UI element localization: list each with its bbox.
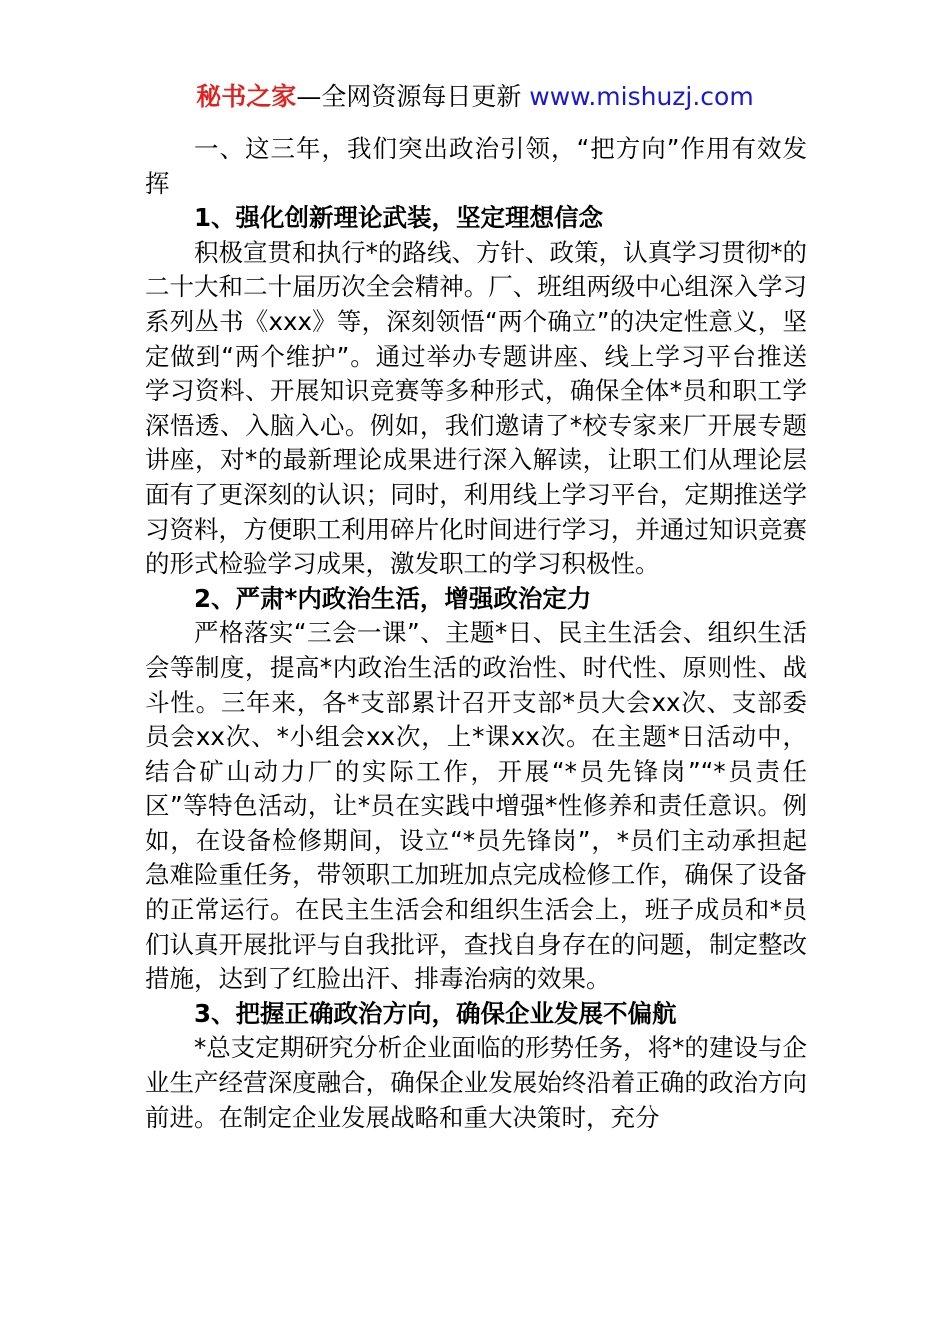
site-header — [0, 82, 950, 112]
subsection-heading-1: 1、强化创新理论武装，坚定理想信念 — [194, 203, 604, 233]
section-heading: 一、这三年，我们突出政治引领，“把方向”作用有效发挥 — [145, 134, 807, 198]
body-paragraph-2: 严格落实“三会一课”、主题*日、民主生活会、组织生活会等制度，提高*内政治生活的政治性、时代性、原则性、战斗性。三年来，各*支部累计召开支部*员大会xx次、支部委员会xx次、*小组会xx次，上*课xx次。在主题*日活动中，结合矿山动力厂的实际工作，开展“*员先锋岗”“*员责任区”等特色活动，让*员在实践中增强*性修养和责任意识。例如，在设备检修期间，设立“*员先锋岗”，*员们主动承担起急难险重任务，带领职工加班加点完成检修工作，确保了设备的正常运行。在民主生活会和组织生活会上，班子成员和*员们认真开展批评与自我批评，查找自身存在的问题，制定整改措施，达到了红脸出汗、排毒治病的效果。 — [145, 618, 807, 994]
brand-name: 秘书之家 — [196, 82, 297, 111]
subsection-heading-3: 3、把握正确政治方向，确保企业发展不偏航 — [194, 998, 677, 1028]
body-paragraph-3: *总支定期研究分析企业面临的形势任务，将*的建设与企业生产经营深度融合，确保企业发展始终沿着正确的政治方向前进。在制定企业发展战略和重大决策时，充分 — [145, 1033, 807, 1132]
subsection-heading-2: 2、严肃*内政治生活，增强政治定力 — [194, 583, 592, 613]
site-url-link[interactable]: www.mishuzj.com — [529, 82, 754, 111]
document-body — [145, 132, 807, 1135]
header-dash: — — [296, 82, 322, 111]
header-tagline: 全网资源每日更新 — [321, 82, 522, 111]
body-paragraph-1: 积极宣贯和执行*的路线、方针、政策，认真学习贯彻*的二十大和二十届历次全会精神。厂、班组两级中心组深入学习系列丛书《xxx》等，深刻领悟“两个确立”的决定性意义，坚定做到“两个维护”。通过举办专题讲座、线上学习平台推送学习资料、开展知识竞赛等多种形式，确保全体*员和职工学深悟透、入脑入心。例如，我们邀请了*校专家来厂开展专题讲座，对*的最新理论成果进行深入解读，让职工们从理论层面有了更深刻的认识；同时，利用线上学习平台，定期推送学习资料，方便职工利用碎片化时间进行学习，并通过知识竞赛的形式检验学习成果，激发职工的学习积极性。 — [145, 237, 807, 579]
